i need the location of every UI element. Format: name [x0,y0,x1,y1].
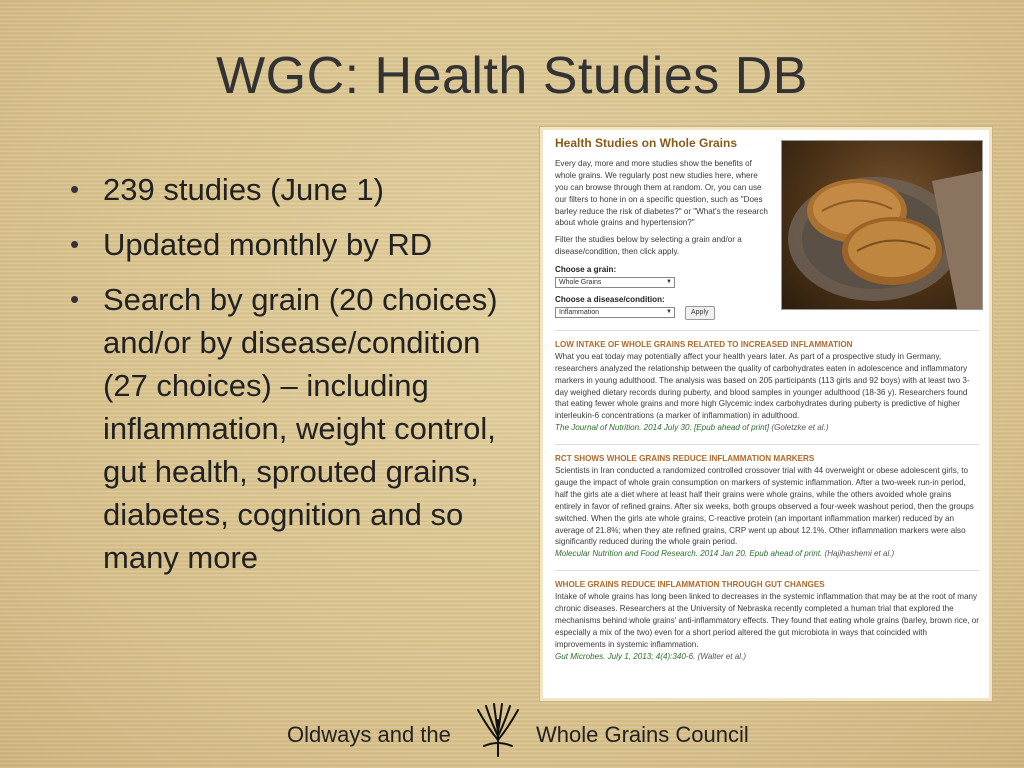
grain-select-value: Whole Grains [559,279,602,287]
study-entry [555,444,979,560]
chevron-down-icon: ▼ [666,279,672,286]
study-authors: (Hajihashemi et al.) [824,549,895,559]
grain-label: Choose a grain: [555,265,617,275]
study-authors: (Walter et al.) [697,651,747,661]
site-content [555,138,979,663]
bullet-text: Search by grain (20 choices) and/or by disease/condition (27 choices) – including inflammation, weight control, gut health, sprouted grains, diabetes, cognition and so many more [103,282,498,575]
bullet-list [70,168,520,591]
study-journal[interactable]: The Journal of Nutrition. 2014 July 30. [Epub ahead of print] [555,423,770,433]
study-citation [555,548,979,560]
study-entry [555,570,979,662]
apply-button[interactable]: Apply [685,306,715,320]
bullet-item [70,223,520,266]
study-body: Intake of whole grains has long been linked to decreases in the systemic inflammation that may be at the root of many chronic diseases. Researchers at the University of Nebraska recently completed a human trial that explored the mechanisms behind whole grains' anti-inflammatory effects. They found that eating whole grains (barley, brown rice, or especially a mix of the two) even for a short period altered the gut microbiota in ways that coincided with improvements in systemic inflammation. [555,592,979,649]
study-title[interactable]: RCT SHOWS WHOLE GRAINS REDUCE INFLAMMATION MARKERS [555,454,815,464]
wheat-logo-icon [472,700,524,758]
filter-instructions: Filter the studies below by selecting a grain and/or a disease/condition, then click apply. [555,235,742,257]
bullet-item [70,278,520,579]
footer-oldways: Oldways and the [287,722,451,747]
bullet-item [70,168,520,211]
study-title[interactable]: WHOLE GRAINS REDUCE INFLAMMATION THROUGH GUT CHANGES [555,580,825,590]
disease-label: Choose a disease/condition: [555,295,665,305]
study-authors: (Goletzke et al.) [771,423,829,433]
disease-select-value: Inflammation [559,308,600,316]
bullet-text: Updated monthly by RD [103,227,433,262]
site-title: Health Studies on Whole Grains [555,136,738,150]
intro-text: Every day, more and more studies show the benefits of whole grains. We regularly post new studies here, where you can browse through them at random. Or, you can use our filters to hone in on a specific question, such as "Does barley reduce the risk of diabetes?" or "What's the research about whole grains and hypertension?" [555,158,768,228]
study-body: What you eat today may potentially affect your health years later. As part of a prospective study in Germany, researchers analyzed the relationship between the quality of carbohydrates eaten in adolescence and inflammatory markers in young adulthood. The analysis was based on 205 participants (113 girls and 92 boys) with at least two 3-day weighed dietary records during puberty, and blood samples in younger adulthood (18-36 y). Researchers found that eating fewer whole grains and more high Glycemic index carbohydrates during puberty is predictive of higher interleukin-6 concentrations (a marker of inflammation) in adulthood. [555,351,970,421]
footer-wgc: Whole Grains Council [536,722,749,747]
study-citation [555,651,979,663]
bullet-dot-icon: • [70,229,80,259]
bullet-text: 239 studies (June 1) [103,172,384,207]
disease-select[interactable] [555,307,675,318]
study-journal[interactable]: Gut Microbes. July 1, 2013; 4(4):340-6. [555,651,696,661]
slide-title: WGC: Health Studies DB [216,47,808,105]
study-journal[interactable]: Molecular Nutrition and Food Research. 2014 Jan 20. Epub ahead of print. [555,549,823,559]
grain-select[interactable] [555,277,675,288]
chevron-down-icon: ▼ [666,308,672,315]
study-citation [555,422,979,434]
bullet-dot-icon: • [70,284,80,314]
study-entry [555,330,979,434]
website-screenshot [540,127,992,701]
study-title[interactable]: LOW INTAKE OF WHOLE GRAINS RELATED TO INCREASED INFLAMMATION [555,339,853,349]
study-body: Scientists in Iran conducted a randomized controlled crossover trial with 44 overweight or obese adolescent girls, to gauge the impact of whole grain consumption on markers of systemic inflammation. After a two-week run-in period, half the girls ate a diet where at least half their grains were whole grains, while the others avoided whole grains entirely in favor of refined grains. After six weeks, both groups observed a four-week washout period, then the groups switched. When the girls ate whole grains, C-reactive protein (an important inflammation marker) reduced by an average of 21.8%; when they ate refined grains, CRP went up about 12.1%. Other inflammation markers were also significantly reduced during the whole grain period. [555,466,974,547]
bullet-dot-icon: • [70,174,80,204]
